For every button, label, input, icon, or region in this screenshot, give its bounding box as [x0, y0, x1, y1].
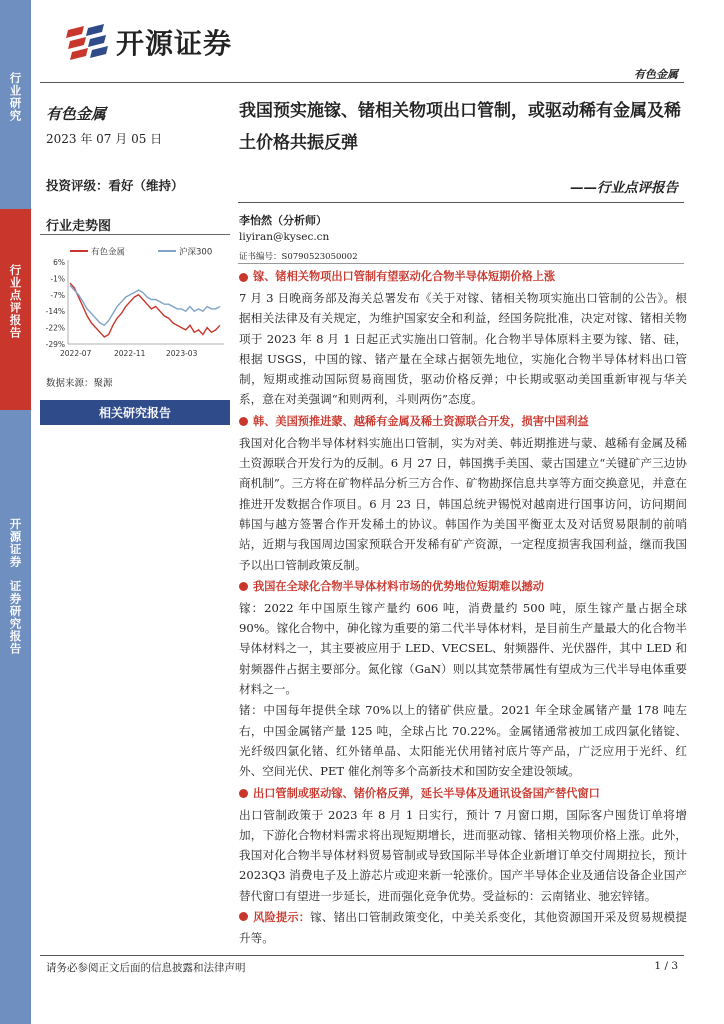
- page-number: 1 / 3: [654, 960, 678, 972]
- x-tick-label: 2022-11: [114, 349, 146, 358]
- y-tick-label: -14%: [45, 307, 65, 317]
- section-heading: [239, 411, 687, 433]
- bullet-icon: [239, 789, 248, 798]
- section-paragraph: 镓：2022 年中国原生镓产量约 606 吨，消费量约 500 吨，原生镓产量占据全球 90%。镓化合物中，砷化镓为重要的第二代半导体材料，是目前生产量最大的化合物半导体材料之一，其主要被应用于 LED、VECSEL、射频器件、光伏器件，其中 LED 和射频器件占据主要部分。氮化镓（GaN）则以其宽禁带属性有望成为三代半导电体重要材料之一。: [239, 600, 688, 697]
- risk-text: 镓、锗出口管制政策变化，中美关系变化，其他资源国开采及贸易规模提升等。: [239, 910, 687, 946]
- trend-chart-svg: [40, 240, 230, 364]
- side-strip: [0, 0, 31, 1024]
- side-label-securities-research: 证券研究报告: [8, 580, 23, 655]
- report-date: 2023 年 07 月 05 日: [46, 132, 163, 146]
- analyst-divider: [238, 263, 684, 264]
- y-tick-label: 6%: [53, 258, 65, 267]
- analyst-cert: 证书编号：S0790523050002: [239, 252, 358, 262]
- bullet-icon: [239, 273, 248, 282]
- x-tick-label: 2023-03: [166, 349, 198, 358]
- bullet-icon: [239, 912, 248, 921]
- section-4: [239, 783, 687, 906]
- report-type: ——行业点评报告: [570, 180, 678, 196]
- related-reports-button[interactable]: 相关研究报告: [40, 400, 230, 425]
- side-label-research: 行业研究: [8, 72, 23, 122]
- legend-label: 沪深300: [179, 247, 213, 258]
- series-line: [70, 285, 220, 325]
- section-heading-text: 我国在全球化合物半导体材料市场的优势地位短期难以撼动: [253, 579, 544, 593]
- investment-rating: 投资评级：看好（维持）: [46, 178, 184, 193]
- report-body: [239, 266, 687, 949]
- brand-name: 开源证券: [116, 27, 233, 60]
- bullet-icon: [239, 417, 248, 426]
- trend-divider: [40, 234, 230, 235]
- section-heading: [239, 576, 687, 598]
- section-paragraph: 我国对化合物半导体材料实施出口管制，实为对美、韩近期推进与蒙、越稀有金属及稀土资源联合开发行为的反制。6 月 27 日，韩国携手美国、蒙古国建立“关键矿产三边协商机制”。三方将在矿物样品分析三方合作、矿物勘探信息共享等方面交换意见，并意在推进开发数据合作项目。6 月 23 日，韩国总统尹锡悦对越南进行国事访问，访问期间韩国与越方签署合作开发稀土的协议。韩国作为美国平衡亚太及对话贸易限制的前哨站，近期与我国周边国家预联合开发稀有矿产资源，一定程度损害我国利益，继而我国予以出口管制政策反制。: [239, 435, 687, 572]
- y-tick-label: -22%: [45, 323, 65, 333]
- section-heading-text: 出口管制或驱动镓、锗价格反弹，延长半导体及通讯设备国产替代窗口: [253, 786, 600, 800]
- risk-section: [239, 907, 687, 949]
- y-tick-label: -1%: [50, 274, 65, 284]
- y-tick-label: -7%: [50, 290, 65, 300]
- side-label-brand: 开源证券: [8, 518, 23, 568]
- bullet-icon: [239, 582, 248, 591]
- brand-mark-icon: [66, 24, 110, 60]
- section-paragraph: 7 月 3 日晚商务部及海关总署发布《关于对镓、锗相关物项实施出口管制的公告》。根据相关法律及有关规定，为维护国家安全和利益，经国务院批准，决定对镓、锗相关物项于 2023 年 8 月 1 日起正式实施出口管制。化合物半导体原料主要为镓、锗、硅，根据 USGS，中国的镓、锗产量在全球占据领先地位，实施化合物半导体材料出口管制，短期或推动国际贸易商囤货，驱动价格反弹；中长期或驱动美国重新审视与华关系，意在对美强调“和则两利，斗则两伤”态度。: [239, 291, 687, 407]
- y-tick-label: -29%: [45, 340, 65, 349]
- sector-name: 有色金属: [46, 105, 107, 123]
- section-heading-text: 韩、美国预推进蒙、越稀有金属及稀土资源联合开发，损害中国利益: [253, 414, 589, 428]
- section-2: [239, 411, 687, 575]
- section-3: [239, 576, 687, 782]
- data-source: 数据来源：聚源: [46, 378, 113, 389]
- footer-divider: [40, 955, 684, 956]
- analyst-name: 李怡然（分析师）: [239, 214, 327, 227]
- header-divider: [40, 82, 684, 83]
- footer-disclaimer: 请务必参阅正文后面的信息披露和法律声明: [46, 962, 246, 974]
- section-paragraph: 出口管制政策于 2023 年 8 月 1 日实行，预计 7 月窗口期，国际客户囤货订单将增加，下游化合物材料需求将出现短期增长，进而驱动镓、锗相关物项价格上涨。此外，我国对化合物半导体材料贸易管制或导致国际半导体企业新增订单交付周期拉长，预计 2023Q3 消费电子及上游芯片或迎来新一轮涨价。国产半导体企业及通信设备企业国产替代窗口有望进一步延长，进而强化竞争优势。受益标的：云南锗业、驰宏锌锗。: [239, 807, 687, 903]
- x-tick-label: 2022-07: [60, 349, 92, 358]
- trend-chart-title: 行业走势图: [46, 219, 112, 234]
- section-heading: [239, 783, 687, 805]
- section-heading: [239, 266, 687, 288]
- trend-chart: [40, 240, 230, 364]
- side-label-report-type: 行业点评报告: [8, 264, 23, 339]
- title-divider: [238, 202, 684, 203]
- brand-logo: [66, 22, 232, 62]
- section-1: [239, 266, 687, 410]
- section-heading-text: 镓、锗相关物项出口管制有望驱动化合物半导体短期价格上涨: [253, 270, 556, 283]
- risk-label: 风险提示：: [253, 911, 311, 925]
- header-sector-tag: 有色金属: [634, 68, 678, 81]
- section-paragraph: 锗：中国每年提供全球 70%以上的锗矿供应量。2021 年全球金属锗产量 178 吨左右，中国金属锗产量 125 吨，全球占比 70.22%。金属锗通常被加工成四氯化锗锭、光纤级四氯化锗、红外锗单晶、太阳能光伏用锗衬底片等产品，广泛应用于光纤、红外、空间光伏、PET 催化剂等多个高新技术和国防安全建设领域。: [239, 703, 687, 779]
- report-title: 我国预实施镓、锗相关物项出口管制，或驱动稀有金属及稀土价格共振反弹: [239, 101, 681, 153]
- analyst-email[interactable]: liyiran@kysec.cn: [239, 231, 330, 243]
- legend-label: 有色金属: [91, 247, 126, 258]
